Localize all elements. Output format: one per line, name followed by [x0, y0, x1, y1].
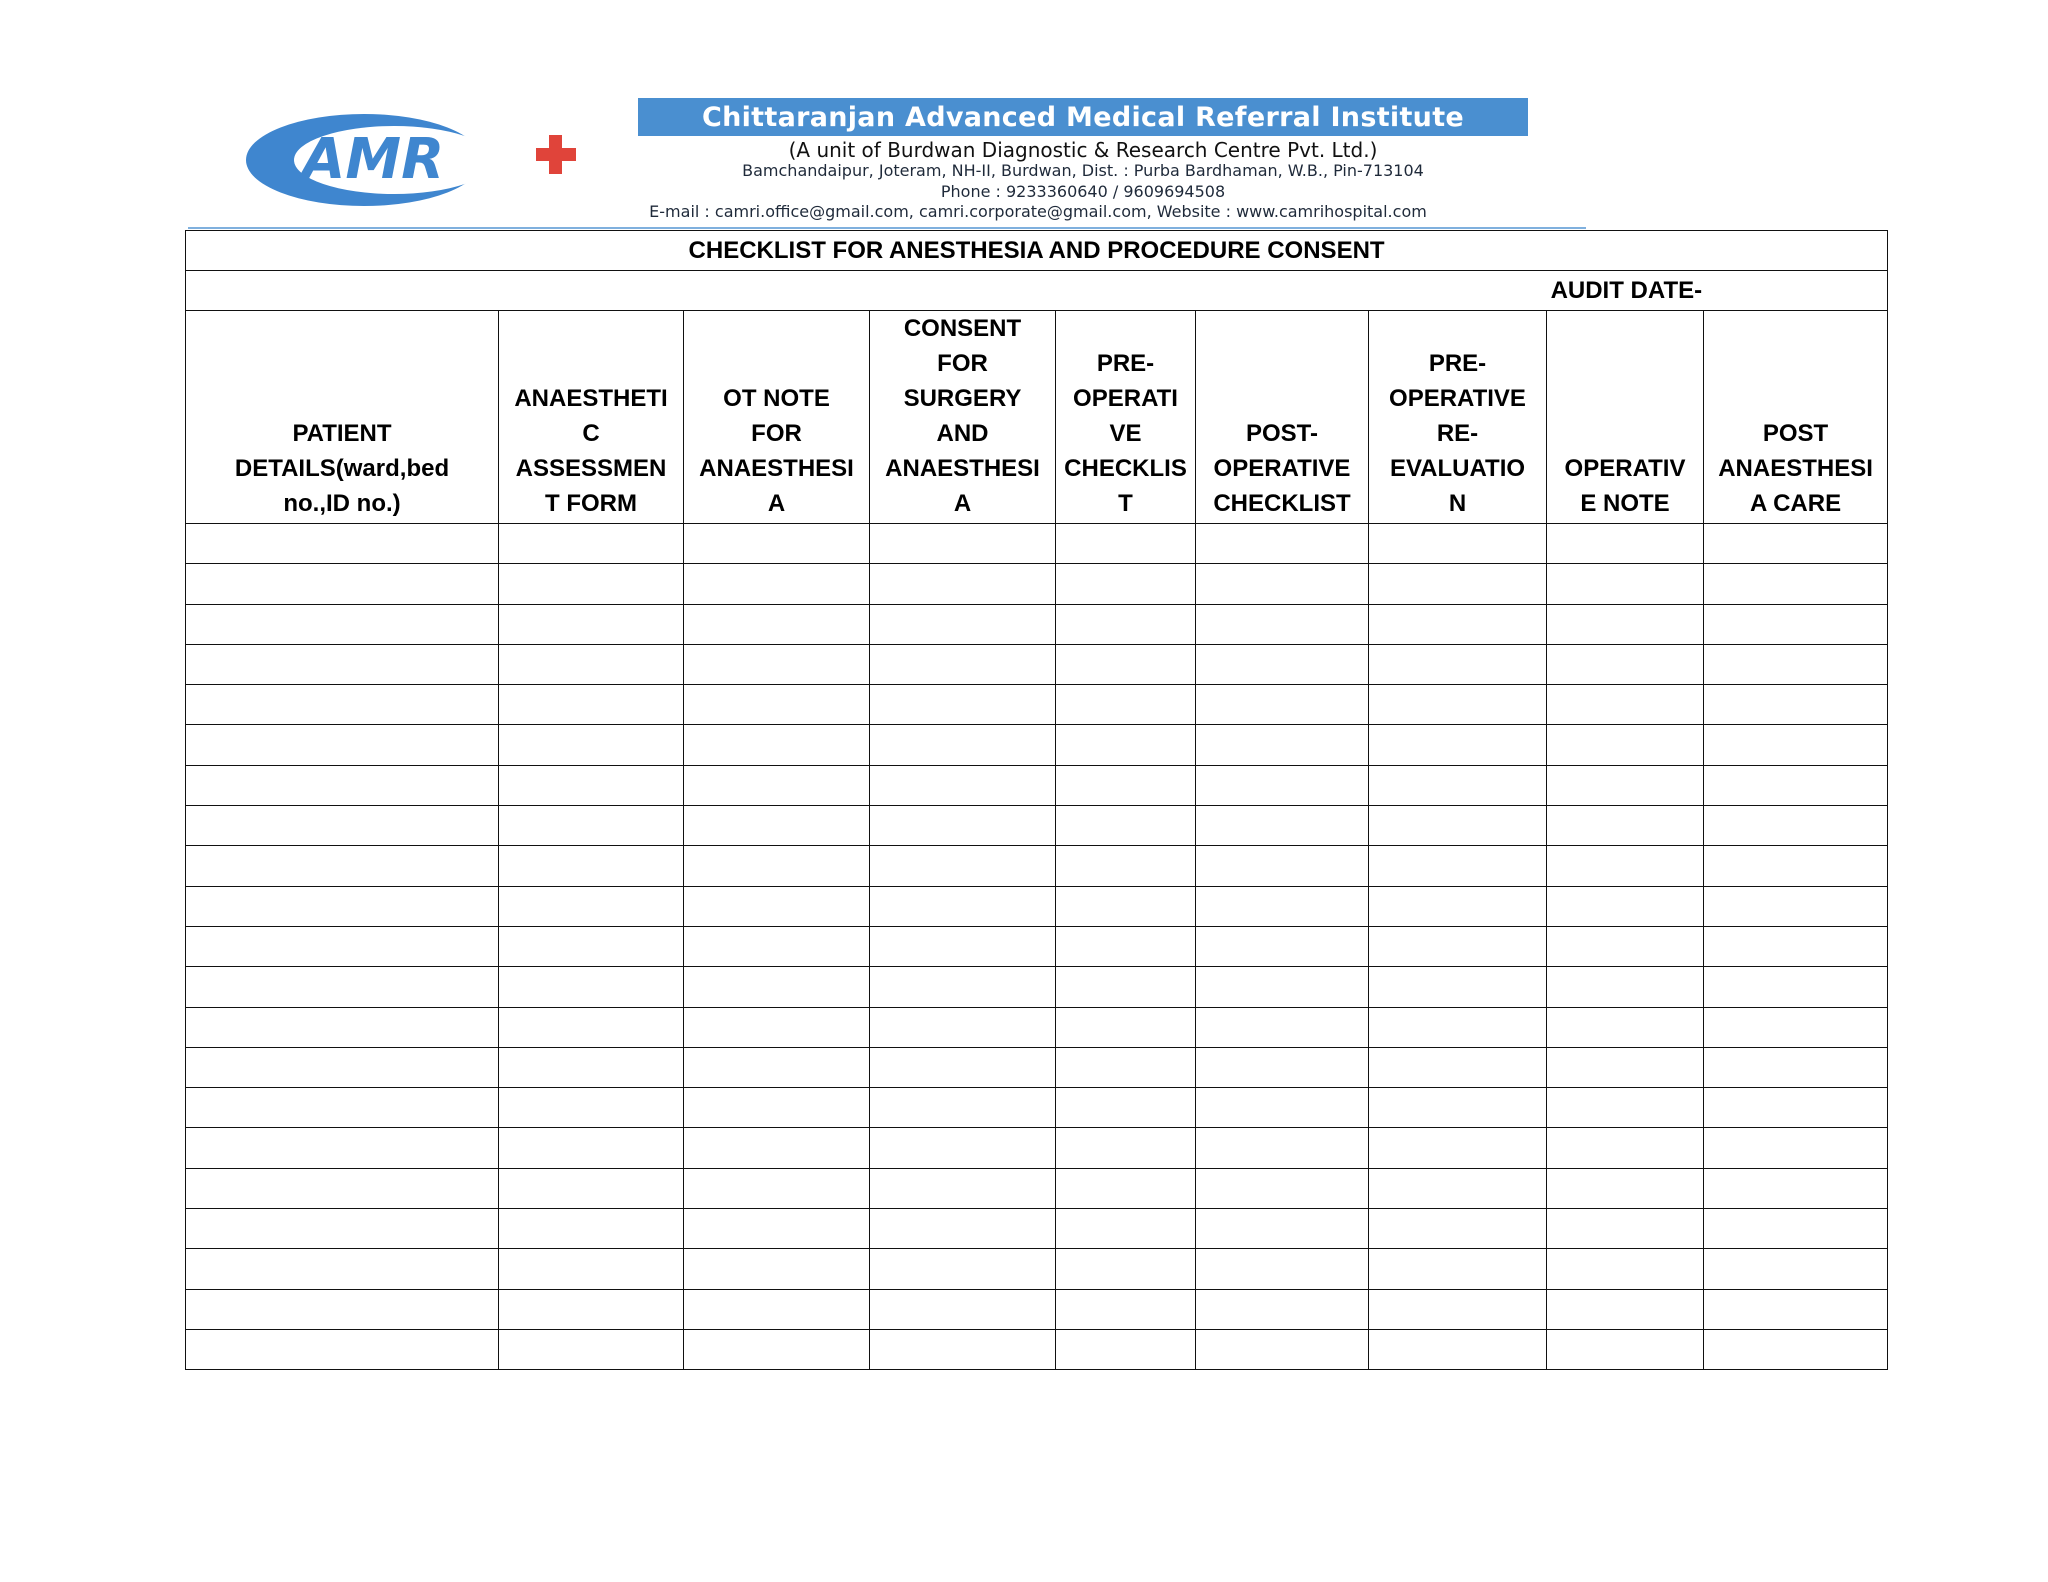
table-cell[interactable] [684, 725, 870, 765]
table-cell[interactable] [870, 1088, 1056, 1128]
column-header-post-operative-checklist [1196, 311, 1369, 524]
column-header-line: ASSESSMEN [515, 455, 667, 482]
table-cell[interactable] [1369, 644, 1547, 684]
column-header-line: ANAESTHETI [514, 385, 668, 412]
table-row [186, 967, 1888, 1007]
audit-date-row [186, 271, 1888, 311]
table-cell[interactable] [1704, 725, 1888, 765]
table-cell[interactable] [1369, 886, 1547, 926]
column-header-line: CONSENT [903, 315, 1022, 342]
table-cell[interactable] [1369, 1329, 1547, 1369]
table-cell[interactable] [186, 604, 499, 644]
table-cell[interactable] [1704, 524, 1888, 564]
table-cell[interactable] [1056, 725, 1196, 765]
table-cell[interactable] [1196, 846, 1369, 886]
table-cell[interactable] [1056, 806, 1196, 846]
table-cell[interactable] [684, 967, 870, 1007]
column-header-line: ANAESTHESI [699, 455, 854, 482]
column-header-line: OPERATIV [1564, 455, 1686, 482]
table-cell[interactable] [870, 886, 1056, 926]
table-cell[interactable] [186, 926, 499, 966]
table-cell[interactable] [870, 725, 1056, 765]
column-header-line: VE [1109, 420, 1142, 447]
column-header-line: C [582, 420, 600, 447]
form-title: CHECKLIST FOR ANESTHESIA AND PROCEDURE CONSENT [186, 231, 1888, 271]
table-cell[interactable] [1547, 1047, 1704, 1087]
column-header-line: CHECKLIS [1064, 455, 1187, 482]
table-cell[interactable] [186, 725, 499, 765]
table-cell[interactable] [186, 564, 499, 604]
column-header-line: T FORM [545, 490, 637, 517]
table-cell[interactable] [1704, 1289, 1888, 1329]
table-cell[interactable] [1704, 1249, 1888, 1289]
camri-logo-graphic [244, 108, 604, 208]
table-cell[interactable] [1196, 967, 1369, 1007]
column-header-line: SURGERY [903, 385, 1022, 412]
table-cell[interactable] [1704, 846, 1888, 886]
table-row [186, 685, 1888, 725]
table-cell[interactable] [1196, 1047, 1369, 1087]
table-cell[interactable] [499, 644, 684, 684]
table-cell[interactable] [684, 1007, 870, 1047]
table-row [186, 524, 1888, 564]
table-cell[interactable] [1056, 685, 1196, 725]
table-row [186, 1047, 1888, 1087]
table-cell[interactable] [1369, 926, 1547, 966]
table-cell[interactable] [1196, 806, 1369, 846]
table-cell[interactable] [1547, 1289, 1704, 1329]
table-cell[interactable] [1369, 1047, 1547, 1087]
table-cell[interactable] [1056, 564, 1196, 604]
table-cell[interactable] [499, 926, 684, 966]
column-header-patient-details [186, 311, 499, 524]
table-cell[interactable] [1369, 604, 1547, 644]
column-header-line: OPERATIVE [1389, 385, 1526, 412]
table-cell[interactable] [1196, 1128, 1369, 1168]
table-cell[interactable] [499, 524, 684, 564]
table-cell[interactable] [1547, 1168, 1704, 1208]
table-cell[interactable] [1196, 644, 1369, 684]
table-cell[interactable] [499, 564, 684, 604]
column-header-anaesthetic-assessment [499, 311, 684, 524]
checklist-table [185, 230, 1888, 1370]
table-cell[interactable] [684, 524, 870, 564]
table-cell[interactable] [1056, 1047, 1196, 1087]
table-cell[interactable] [1369, 765, 1547, 805]
table-cell[interactable] [186, 1168, 499, 1208]
table-cell[interactable] [684, 1249, 870, 1289]
table-cell[interactable] [1056, 1209, 1196, 1249]
table-cell[interactable] [499, 1088, 684, 1128]
institute-banner [638, 98, 1528, 136]
table-cell[interactable] [1196, 604, 1369, 644]
table-cell[interactable] [1704, 806, 1888, 846]
table-row [186, 604, 1888, 644]
table-cell[interactable] [186, 1128, 499, 1168]
table-cell[interactable] [1196, 1209, 1369, 1249]
table-cell[interactable] [1369, 725, 1547, 765]
column-header-line: N [1448, 490, 1467, 517]
table-row [186, 1329, 1888, 1369]
unit-line: (A unit of Burdwan Diagnostic & Research Centre Pvt. Ltd.) [788, 138, 1378, 162]
table-row [186, 886, 1888, 926]
table-row [186, 1088, 1888, 1128]
table-cell[interactable] [1196, 1249, 1369, 1289]
column-header-line: OT NOTE [723, 385, 830, 412]
table-cell[interactable] [1704, 967, 1888, 1007]
column-header-line: POST- [1245, 420, 1318, 447]
table-cell[interactable] [684, 1289, 870, 1329]
table-row [186, 1289, 1888, 1329]
table-cell[interactable] [499, 1047, 684, 1087]
table-cell[interactable] [1196, 1088, 1369, 1128]
table-cell[interactable] [1704, 1209, 1888, 1249]
table-cell[interactable] [499, 806, 684, 846]
audit-date-label: AUDIT DATE- [186, 271, 1888, 311]
table-cell[interactable] [1547, 644, 1704, 684]
table-cell[interactable] [1056, 765, 1196, 805]
table-cell[interactable] [870, 1168, 1056, 1208]
column-header-line: E NOTE [1580, 490, 1670, 517]
table-cell[interactable] [186, 1047, 499, 1087]
table-row [186, 765, 1888, 805]
column-header-line: ANAESTHESI [1718, 455, 1873, 482]
table-cell[interactable] [499, 1289, 684, 1329]
column-header-line: A CARE [1749, 490, 1842, 517]
table-cell[interactable] [1056, 1088, 1196, 1128]
table-cell[interactable] [1704, 765, 1888, 805]
table-cell[interactable] [1547, 806, 1704, 846]
table-cell[interactable] [1704, 886, 1888, 926]
table-cell[interactable] [870, 524, 1056, 564]
table-row [186, 564, 1888, 604]
table-cell[interactable] [684, 1209, 870, 1249]
column-header-line: no.,ID no.) [283, 490, 401, 517]
column-header-line: A [953, 490, 972, 517]
table-cell[interactable] [1196, 765, 1369, 805]
table-cell[interactable] [499, 846, 684, 886]
table-cell[interactable] [1369, 685, 1547, 725]
table-cell[interactable] [1056, 1249, 1196, 1289]
email-line: E-mail : camri.office@gmail.com, camri.corporate@gmail.com, Website : www.camrihospital.com [649, 202, 1427, 221]
table-cell[interactable] [1547, 564, 1704, 604]
table-cell[interactable] [186, 644, 499, 684]
table-cell[interactable] [1056, 926, 1196, 966]
phone-line: Phone : 9233360640 / 9609694508 [940, 182, 1226, 201]
table-cell[interactable] [499, 604, 684, 644]
table-cell[interactable] [499, 1168, 684, 1208]
table-cell[interactable] [1704, 926, 1888, 966]
table-cell[interactable] [1704, 685, 1888, 725]
table-cell[interactable] [1196, 926, 1369, 966]
column-header-line: RE- [1436, 420, 1479, 447]
table-cell[interactable] [1547, 1329, 1704, 1369]
column-header-row [186, 311, 1888, 524]
table-cell[interactable] [1369, 1209, 1547, 1249]
table-cell[interactable] [1196, 564, 1369, 604]
column-header-consent [870, 311, 1056, 524]
institute-name: Chittaranjan Advanced Medical Referral Institute [701, 101, 1465, 133]
column-header-ot-note [684, 311, 870, 524]
table-row [186, 926, 1888, 966]
column-header-line: PATIENT [292, 420, 392, 447]
table-cell[interactable] [499, 1209, 684, 1249]
table-cell[interactable] [186, 1088, 499, 1128]
table-cell[interactable] [684, 1329, 870, 1369]
table-cell[interactable] [1369, 1007, 1547, 1047]
table-cell[interactable] [684, 926, 870, 966]
table-cell[interactable] [870, 846, 1056, 886]
table-cell[interactable] [1704, 1047, 1888, 1087]
table-cell[interactable] [870, 685, 1056, 725]
table-cell[interactable] [1547, 1128, 1704, 1168]
table-cell[interactable] [186, 1329, 499, 1369]
logo-text: AMR [302, 127, 445, 192]
table-cell[interactable] [1056, 604, 1196, 644]
table-cell[interactable] [1196, 1329, 1369, 1369]
table-cell[interactable] [684, 765, 870, 805]
table-cell[interactable] [870, 1209, 1056, 1249]
table-cell[interactable] [499, 725, 684, 765]
column-header-line: PRE- [1096, 350, 1155, 377]
table-cell[interactable] [1369, 524, 1547, 564]
table-cell[interactable] [870, 1289, 1056, 1329]
table-cell[interactable] [1196, 1289, 1369, 1329]
table-cell[interactable] [186, 524, 499, 564]
table-row [186, 1128, 1888, 1168]
table-cell[interactable] [1704, 564, 1888, 604]
column-header-line: EVALUATIO [1389, 455, 1526, 482]
table-cell[interactable] [186, 846, 499, 886]
table-cell[interactable] [1369, 967, 1547, 1007]
table-cell[interactable] [1369, 1249, 1547, 1289]
table-cell[interactable] [684, 1088, 870, 1128]
table-cell[interactable] [1369, 564, 1547, 604]
camri-logo [244, 108, 604, 208]
table-cell[interactable] [1056, 1329, 1196, 1369]
table-cell[interactable] [1547, 1007, 1704, 1047]
table-cell[interactable] [684, 886, 870, 926]
table-cell[interactable] [499, 685, 684, 725]
table-cell[interactable] [1547, 1209, 1704, 1249]
table-cell[interactable] [870, 564, 1056, 604]
column-header-line: FOR [937, 350, 988, 377]
table-cell[interactable] [186, 1209, 499, 1249]
table-cell[interactable] [1369, 1289, 1547, 1329]
table-cell[interactable] [1704, 1329, 1888, 1369]
table-cell[interactable] [1547, 524, 1704, 564]
table-cell[interactable] [1547, 604, 1704, 644]
table-row [186, 846, 1888, 886]
table-cell[interactable] [684, 1047, 870, 1087]
column-header-line: AND [936, 420, 989, 447]
form-title-row [186, 231, 1888, 271]
table-cell[interactable] [1196, 1168, 1369, 1208]
table-cell[interactable] [870, 765, 1056, 805]
column-header-pre-operative-checklist [1056, 311, 1196, 524]
table-cell[interactable] [1369, 806, 1547, 846]
letterhead [188, 94, 1588, 230]
table-cell[interactable] [186, 1289, 499, 1329]
table-cell[interactable] [1056, 524, 1196, 564]
table-cell[interactable] [684, 564, 870, 604]
table-cell[interactable] [1704, 644, 1888, 684]
table-cell[interactable] [1056, 886, 1196, 926]
table-row [186, 1007, 1888, 1047]
table-cell[interactable] [870, 806, 1056, 846]
table-cell[interactable] [1056, 1007, 1196, 1047]
table-cell[interactable] [870, 1007, 1056, 1047]
table-cell[interactable] [684, 1168, 870, 1208]
table-cell[interactable] [1056, 1168, 1196, 1208]
table-cell[interactable] [1196, 1007, 1369, 1047]
table-cell[interactable] [186, 685, 499, 725]
table-cell[interactable] [870, 604, 1056, 644]
table-cell[interactable] [870, 1329, 1056, 1369]
table-row [186, 725, 1888, 765]
column-header-line: ANAESTHESI [885, 455, 1040, 482]
table-cell[interactable] [1369, 1168, 1547, 1208]
table-cell[interactable] [186, 886, 499, 926]
table-cell[interactable] [499, 1249, 684, 1289]
column-header-line: PRE- [1428, 350, 1487, 377]
column-header-line: POST [1762, 420, 1829, 447]
table-row [186, 1168, 1888, 1208]
column-header-line: T [1118, 490, 1133, 517]
table-row [186, 1249, 1888, 1289]
table-cell[interactable] [1547, 765, 1704, 805]
table-cell[interactable] [1547, 926, 1704, 966]
table-cell[interactable] [1704, 1007, 1888, 1047]
table-cell[interactable] [870, 644, 1056, 684]
table-cell[interactable] [499, 1007, 684, 1047]
table-cell[interactable] [1369, 1088, 1547, 1128]
table-cell[interactable] [1196, 886, 1369, 926]
table-cell[interactable] [186, 1249, 499, 1289]
column-header-line: A [767, 490, 786, 517]
table-cell[interactable] [499, 886, 684, 926]
table-cell[interactable] [870, 1047, 1056, 1087]
table-cell[interactable] [1056, 1128, 1196, 1168]
table-row [186, 1209, 1888, 1249]
table-cell[interactable] [1056, 644, 1196, 684]
table-cell[interactable] [1704, 604, 1888, 644]
table-cell[interactable] [186, 967, 499, 1007]
address-line: Bamchandaipur, Joteram, NH-II, Burdwan, Dist. : Purba Bardhaman, W.B., Pin-713104 [742, 161, 1424, 180]
table-cell[interactable] [1056, 1289, 1196, 1329]
table-cell[interactable] [1056, 846, 1196, 886]
table-cell[interactable] [1704, 1088, 1888, 1128]
table-cell[interactable] [1704, 1128, 1888, 1168]
table-cell[interactable] [1547, 725, 1704, 765]
table-cell[interactable] [1547, 967, 1704, 1007]
column-header-line: OPERATIVE [1213, 455, 1351, 482]
table-cell[interactable] [499, 967, 684, 1007]
letterhead-divider [188, 227, 1586, 229]
table-cell[interactable] [1547, 846, 1704, 886]
table-cell[interactable] [1547, 1088, 1704, 1128]
table-cell[interactable] [684, 604, 870, 644]
table-cell[interactable] [1547, 1249, 1704, 1289]
table-cell[interactable] [1547, 685, 1704, 725]
table-cell[interactable] [684, 806, 870, 846]
table-cell[interactable] [684, 644, 870, 684]
table-cell[interactable] [186, 765, 499, 805]
column-header-line: FOR [751, 420, 802, 447]
column-header-line: DETAILS(ward,bed [234, 455, 450, 482]
table-cell[interactable] [1196, 725, 1369, 765]
column-header-line: OPERATI [1073, 385, 1178, 412]
table-cell[interactable] [1704, 1168, 1888, 1208]
column-header-line: CHECKLIST [1213, 490, 1351, 517]
table-cell[interactable] [870, 1249, 1056, 1289]
table-cell[interactable] [186, 806, 499, 846]
column-header-post-anaesthesia-care [1704, 311, 1888, 524]
table-cell[interactable] [1056, 967, 1196, 1007]
table-cell[interactable] [684, 846, 870, 886]
table-cell[interactable] [499, 765, 684, 805]
table-cell[interactable] [870, 967, 1056, 1007]
table-cell[interactable] [870, 1128, 1056, 1168]
column-header-pre-operative-re-evaluation [1369, 311, 1547, 524]
table-row [186, 806, 1888, 846]
table-cell[interactable] [1196, 524, 1369, 564]
table-cell[interactable] [1369, 846, 1547, 886]
table-row [186, 644, 1888, 684]
table-cell[interactable] [499, 1329, 684, 1369]
table-cell[interactable] [499, 1128, 684, 1168]
column-header-operative-note [1547, 311, 1704, 524]
table-cell[interactable] [1547, 886, 1704, 926]
table-cell[interactable] [186, 1007, 499, 1047]
table-cell[interactable] [684, 685, 870, 725]
table-cell[interactable] [1196, 685, 1369, 725]
table-cell[interactable] [684, 1128, 870, 1168]
table-cell[interactable] [1369, 1128, 1547, 1168]
table-cell[interactable] [870, 926, 1056, 966]
